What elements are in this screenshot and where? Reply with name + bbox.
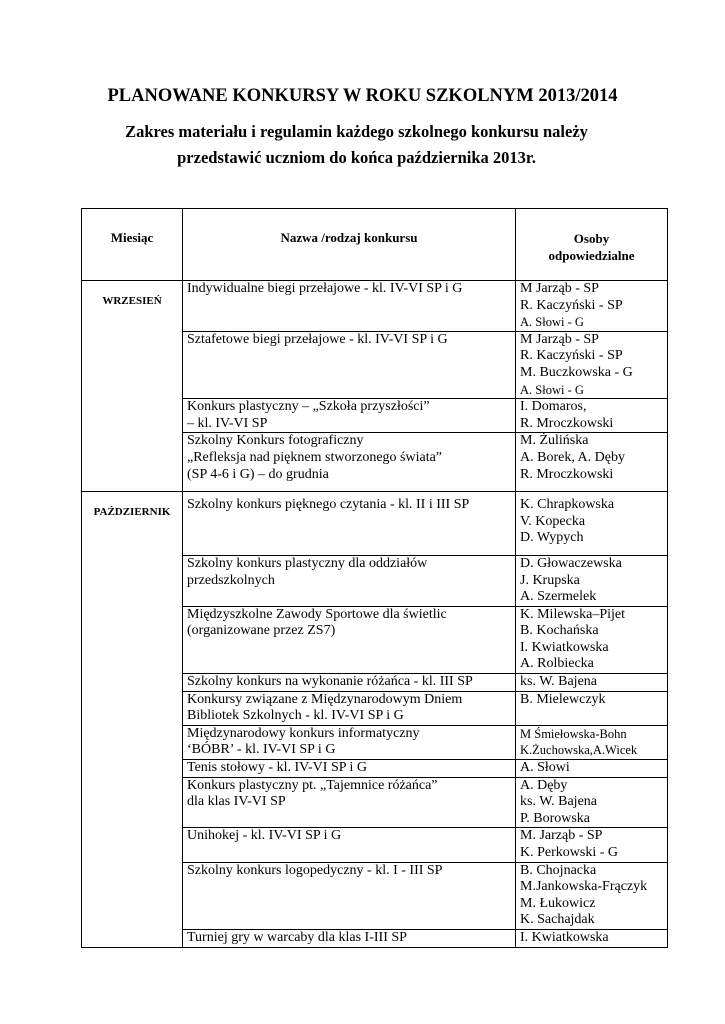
responsible-cell — [516, 281, 668, 332]
month-cell-september: WRZESIEŃ — [82, 281, 183, 492]
responsible-person: R. Kaczyński - SP — [520, 297, 623, 313]
responsible-person: M. Żulińska — [520, 433, 589, 449]
contest-name-line: Szkolny konkurs pięknego czytania - kl. II i III SP — [187, 497, 470, 513]
contest-name-line: Szkolny konkurs logopedyczny - kl. I - III SP — [187, 862, 443, 878]
responsible-cell — [516, 725, 668, 759]
responsible-person: ks. W. Bajena — [520, 674, 597, 690]
contest-name-line: Międzyszkolne Zawody Sportowe dla świetlic — [187, 606, 447, 622]
header-contest-name: Nazwa /rodzaj konkursu — [183, 209, 516, 281]
responsible-person: M Jarząb - SP — [520, 331, 599, 347]
contest-name-line: (organizowane przez ZS7) — [187, 623, 336, 639]
responsible-person: M. Buczkowska - G — [520, 364, 633, 380]
contest-name-cell — [183, 760, 516, 778]
responsible-person: A. Słowi - G — [520, 315, 584, 330]
table-header-row — [82, 209, 668, 281]
responsible-person: A. Borek, A. Dęby — [520, 449, 625, 465]
responsible-person: J. Krupska — [520, 572, 580, 588]
responsible-person: D. Głowaczewska — [520, 555, 622, 571]
responsible-person: B. Kochańska — [520, 623, 599, 639]
header-responsible-line-2: odpowiedzialne — [548, 248, 635, 263]
contest-name-line: Szkolny konkurs na wykonanie różańca - kl. III SP — [187, 674, 473, 690]
responsible-person: M. Jarząb - SP — [520, 828, 603, 844]
contest-name-cell — [183, 777, 516, 828]
responsible-person: K.Żuchowska,A.Wicek — [520, 743, 638, 758]
responsible-cell — [516, 492, 668, 556]
contest-name-cell — [183, 555, 516, 606]
contest-name-line: Międzynarodowy konkurs informatyczny — [187, 725, 420, 741]
responsible-person: A. Rolbiecka — [520, 656, 594, 672]
contest-name-line: Konkurs plastyczny – „Szkoła przyszłości” — [187, 399, 430, 415]
responsible-cell — [516, 929, 668, 947]
responsible-person: A. Słowi — [520, 760, 570, 776]
responsible-cell — [516, 691, 668, 725]
responsible-cell — [516, 399, 668, 433]
responsible-cell — [516, 555, 668, 606]
contest-name-line: Szkolny Konkurs fotograficzny — [187, 433, 364, 449]
responsible-cell — [516, 760, 668, 778]
page-title: PLANOWANE KONKURSY W ROKU SZKOLNYM 2013/2014 — [107, 86, 618, 106]
contest-name-line: Bibliotek Szkolnych - kl. IV-VI SP i G — [187, 708, 404, 724]
responsible-person: I. Kwiatkowska — [520, 929, 609, 945]
responsible-person: D. Wypych — [520, 530, 584, 546]
responsible-person: P. Borowska — [520, 810, 591, 826]
contest-name-line: Indywidualne biegi przełajowe - kl. IV-VI SP i G — [187, 281, 463, 296]
responsible-person: B. Mielewczyk — [520, 691, 606, 707]
contest-name-cell — [183, 606, 516, 673]
contest-name-cell — [183, 281, 516, 332]
responsible-person: ks. W. Bajena — [520, 794, 597, 810]
contest-name-cell — [183, 725, 516, 759]
contest-name-cell — [183, 828, 516, 862]
contest-name-line: ‘BÓBR’ - kl. IV-VI SP i G — [187, 742, 336, 758]
contest-name-cell — [183, 331, 516, 398]
contest-name-line: dla klas IV-VI SP — [187, 794, 286, 810]
responsible-cell — [516, 828, 668, 862]
month-cell-october: PAŹDZIERNIK — [82, 492, 183, 947]
responsible-person: I. Domaros, — [520, 399, 587, 415]
responsible-cell — [516, 606, 668, 673]
contest-name-line: Turniej gry w warcaby dla klas I-III SP — [187, 929, 407, 945]
responsible-cell — [516, 433, 668, 492]
contest-name-cell — [183, 691, 516, 725]
contest-name-line: Konkurs plastyczny pt. „Tajemnice różańca” — [187, 777, 438, 793]
responsible-person: R. Kaczyński - SP — [520, 348, 623, 364]
table-row — [82, 492, 668, 556]
contest-name-line: (SP 4-6 i G) – do grudnia — [187, 466, 329, 482]
responsible-person: A. Szermelek — [520, 589, 597, 605]
contest-name-line: „Refleksja nad pięknem stworzonego świata” — [187, 449, 443, 465]
responsible-person: K. Sachajdak — [520, 912, 595, 928]
responsible-person: I. Kwiatkowska — [520, 639, 609, 655]
header-responsible — [516, 209, 668, 281]
contest-name-line: – kl. IV-VI SP — [187, 415, 268, 431]
contest-name-line: Sztafetowe biegi przełajowe - kl. IV-VI SP i G — [187, 331, 448, 347]
contests-table — [81, 208, 668, 948]
contest-name-cell — [183, 929, 516, 947]
contest-name-cell — [183, 399, 516, 433]
contest-name-cell — [183, 433, 516, 492]
responsible-person: K. Perkowski - G — [520, 845, 618, 860]
contest-name-line: przedszkolnych — [187, 572, 275, 588]
contest-name-cell — [183, 674, 516, 692]
responsible-person: M. Łukowicz — [520, 895, 596, 911]
contest-name-line: Unihokej - kl. IV-VI SP i G — [187, 828, 342, 844]
responsible-person: M Jarząb - SP — [520, 281, 599, 296]
header-responsible-line-1: Osoby — [573, 231, 610, 246]
responsible-person: V. Kopecka — [520, 513, 586, 529]
responsible-person: K. Milewska–Pijet — [520, 606, 625, 622]
contest-name-line: Tenis stołowy - kl. IV-VI SP i G — [187, 760, 367, 776]
responsible-person: B. Chojnacka — [520, 862, 597, 878]
contest-name-cell — [183, 862, 516, 929]
subtitle-line-1: Zakres materiału i regulamin każdego szkolnego konkursu należy — [125, 122, 588, 141]
responsible-cell — [516, 331, 668, 398]
contest-name-line: Konkursy związane z Międzynarodowym Dniem — [187, 691, 463, 707]
responsible-person: A. Dęby — [520, 777, 568, 793]
subtitle-line-2: przedstawić uczniom do końca października 2013r. — [177, 148, 536, 167]
responsible-person: R. Mroczkowski — [520, 415, 614, 431]
responsible-person: M.Jankowska-Frączyk — [520, 879, 648, 895]
header-month: Miesiąc — [82, 209, 183, 281]
responsible-person: M Śmiełowska-Bohn — [520, 726, 627, 741]
responsible-person: K. Chrapkowska — [520, 497, 615, 513]
responsible-cell — [516, 674, 668, 692]
responsible-person: R. Mroczkowski — [520, 466, 614, 482]
responsible-person: A. Słowi - G — [520, 382, 584, 397]
responsible-cell — [516, 862, 668, 929]
responsible-cell — [516, 777, 668, 828]
contest-name-cell — [183, 492, 516, 556]
table-row — [82, 281, 668, 332]
contest-name-line: Szkolny konkurs plastyczny dla oddziałów — [187, 555, 428, 571]
